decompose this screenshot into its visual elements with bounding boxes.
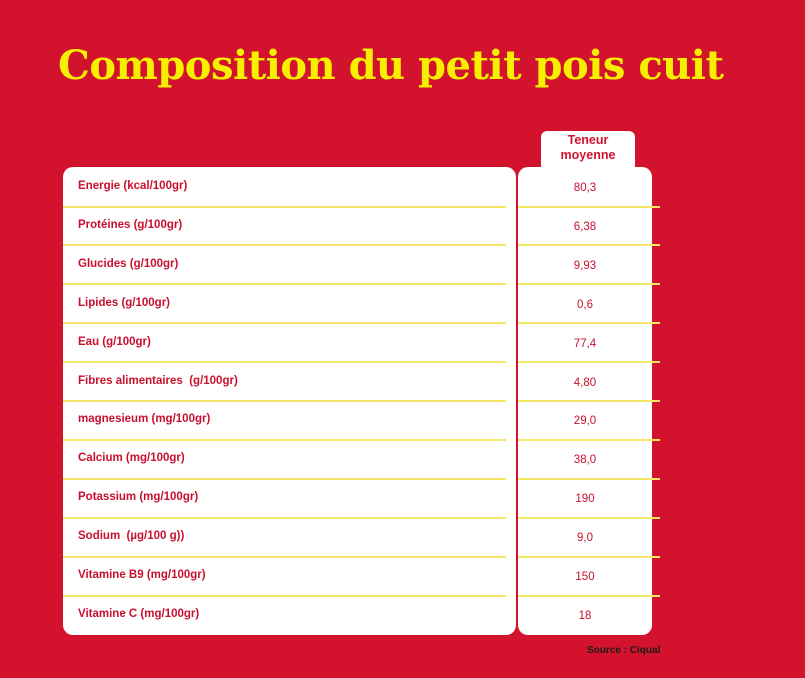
row-label: Energie (kcal/100gr) (78, 180, 188, 192)
column-header (541, 131, 635, 167)
row-separator (63, 595, 506, 597)
column-header-line1: Teneur (567, 133, 609, 147)
row-separator (63, 517, 506, 519)
row-label: Potassium (mg/100gr) (78, 491, 199, 504)
source-note: Source : Ciqual (587, 645, 661, 656)
page-title: Composition du petit pois cuit (58, 42, 724, 89)
row-value: 4,80 (573, 376, 597, 389)
row-separator (63, 283, 506, 285)
row-label: Glucides (g/100gr) (78, 257, 179, 270)
row-separator (63, 478, 506, 480)
row-separator (63, 439, 506, 441)
row-label: Calcium (mg/100gr) (78, 452, 185, 465)
column-header-line2: moyenne (560, 148, 616, 162)
row-label: Vitamine C (mg/100gr) (78, 607, 200, 620)
row-value: 9,93 (573, 259, 597, 272)
row-label: magnesieum (mg/100gr) (78, 413, 211, 426)
row-separator (518, 439, 660, 441)
row-separator (518, 556, 660, 558)
row-separator (518, 595, 660, 597)
row-separator (63, 322, 506, 324)
row-value: 29,0 (573, 415, 597, 428)
row-value: 190 (575, 493, 595, 506)
row-separator (63, 206, 506, 208)
row-separator (63, 400, 506, 402)
row-separator (518, 517, 660, 519)
row-value: 9,0 (577, 532, 593, 545)
row-separator (518, 478, 660, 480)
row-value: 38,0 (573, 454, 597, 467)
row-separator (518, 400, 660, 402)
row-value: 150 (575, 571, 595, 583)
row-separator (63, 361, 506, 363)
row-label: Protéines (g/100gr) (78, 218, 183, 231)
row-separator (518, 283, 660, 285)
row-separator (63, 556, 506, 558)
row-value: 0,6 (577, 298, 593, 311)
row-separator (518, 322, 660, 324)
row-value: 6,38 (573, 220, 597, 233)
row-label: Lipides (g/100gr) (78, 296, 171, 309)
row-value: 18 (578, 609, 592, 622)
row-label: Fibres alimentaires (g/100gr) (78, 374, 238, 387)
row-label: Sodium (µg/100 g)) (78, 530, 185, 543)
row-label: Eau (g/100gr) (78, 335, 151, 348)
row-value: 80,3 (573, 182, 597, 194)
row-separator (518, 361, 660, 363)
row-value: 77,4 (573, 337, 597, 350)
row-separator (63, 244, 506, 246)
row-separator (518, 244, 660, 246)
row-separator (518, 206, 660, 208)
row-label: Vitamine B9 (mg/100gr) (78, 569, 206, 581)
